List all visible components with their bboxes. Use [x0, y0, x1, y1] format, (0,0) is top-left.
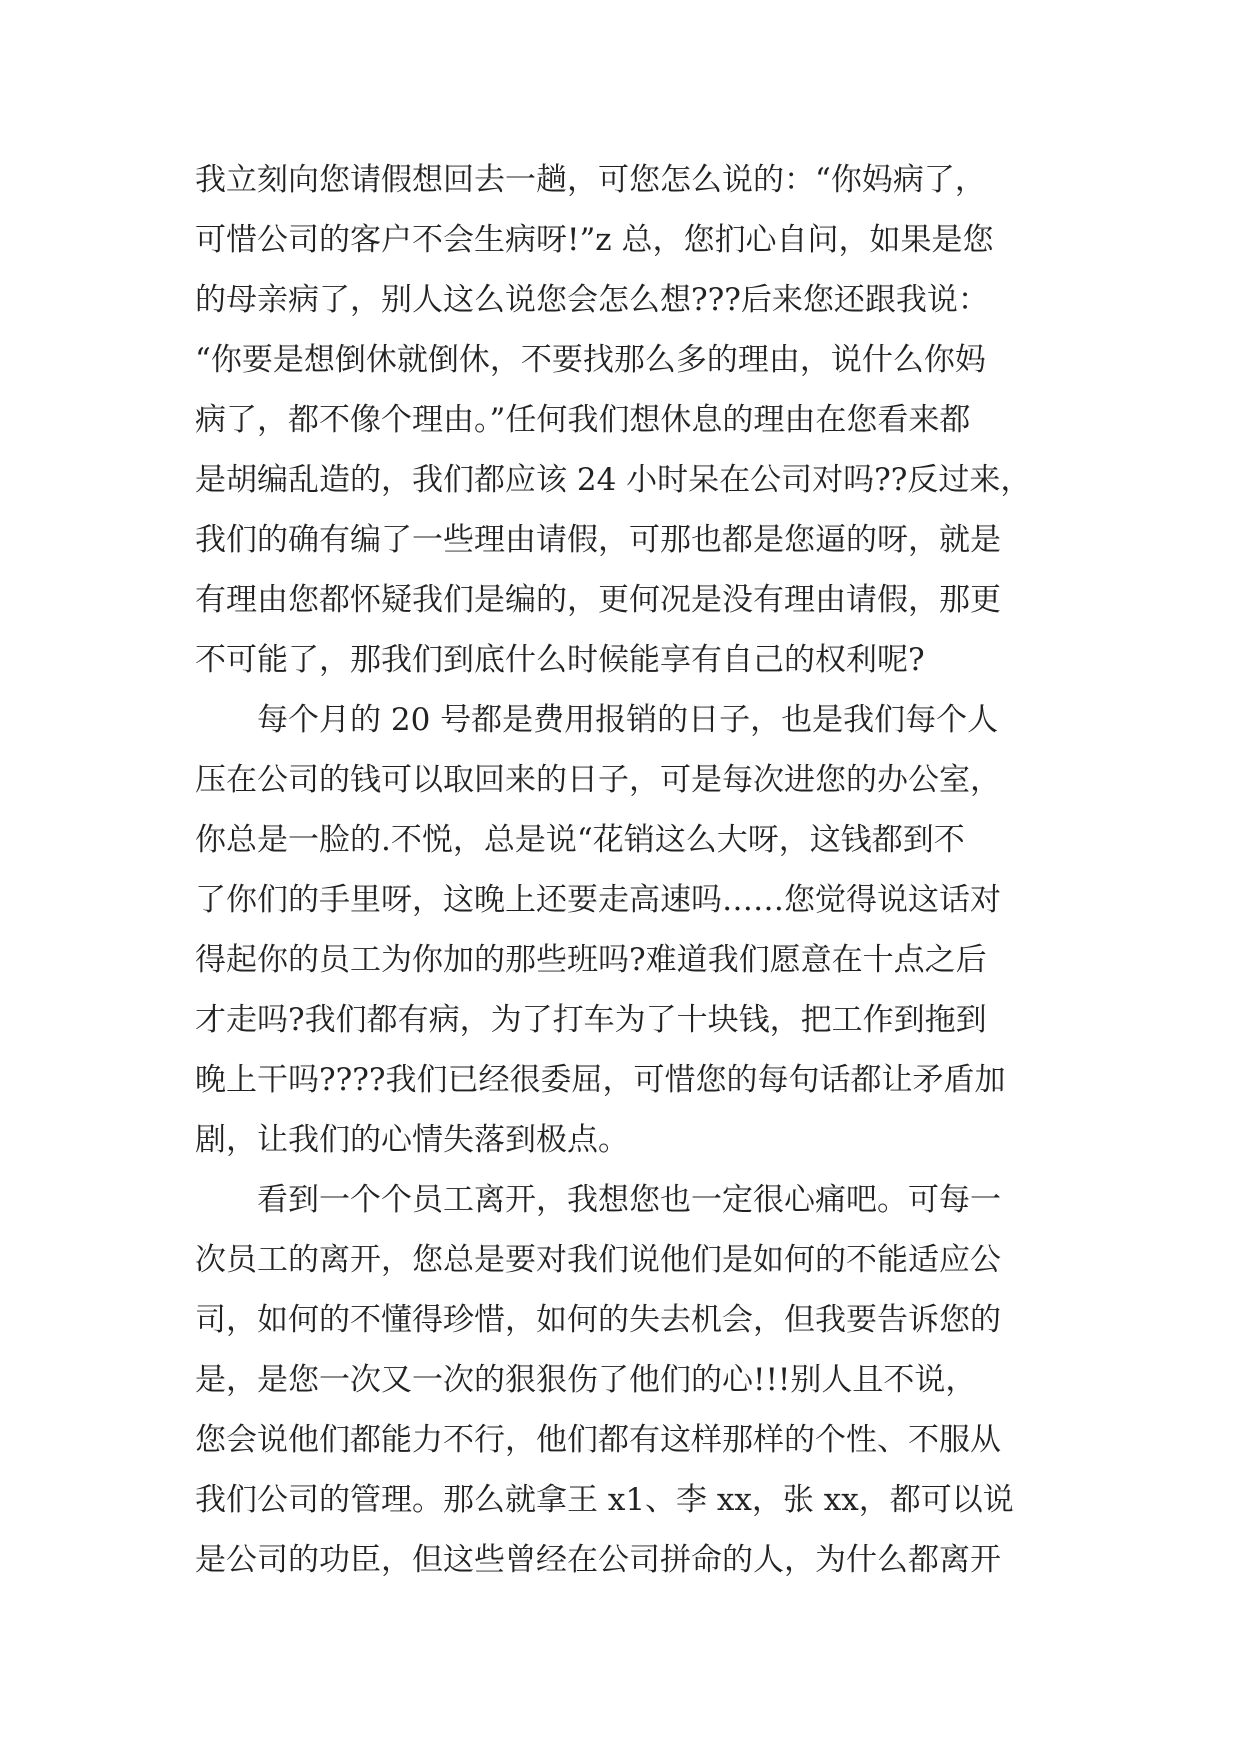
text-line: 我们公司的管理。那么就拿王 x1、李 xx，张 xx，都可以说: [195, 1482, 1014, 1518]
text-line: 每个月的 20 号都是费用报销的日子，也是我们每个人: [195, 702, 999, 738]
text-line: 有理由您都怀疑我们是编的，更何况是没有理由请假，那更: [195, 582, 1001, 618]
text-line: 不可能了，那我们到底什么时候能享有自己的权利呢?: [195, 642, 925, 678]
text-line: 司，如何的不懂得珍惜，如何的失去机会，但我要告诉您的: [195, 1302, 1001, 1338]
text-line: 压在公司的钱可以取回来的日子，可是每次进您的办公室，: [195, 762, 1001, 798]
text-line: 是，是您一次又一次的狠狠伤了他们的心!!!别人且不说，: [195, 1362, 977, 1398]
text-line: 才走吗?我们都有病，为了打车为了十块钱，把工作到拖到: [195, 1002, 987, 1038]
text-line: 剧，让我们的心情失落到极点。: [195, 1122, 629, 1158]
text-line: 得起你的员工为你加的那些班吗?难道我们愿意在十点之后: [195, 942, 987, 978]
text-line: 次员工的离开，您总是要对我们说他们是如何的不能适应公: [195, 1242, 1001, 1278]
text-line: 我们的确有编了一些理由请假，可那也都是您逼的呀，就是: [195, 522, 1001, 558]
text-line: 可惜公司的客户不会生病呀!”z 总，您扪心自问，如果是您: [195, 222, 994, 258]
text-line: 是胡编乱造的，我们都应该 24 小时呆在公司对吗??反过来，: [195, 462, 1032, 498]
text-line: 我立刻向您请假想回去一趟，可您怎么说的：“你妈病了，: [195, 162, 986, 198]
text-line: 您会说他们都能力不行，他们都有这样那样的个性、不服从: [195, 1422, 1001, 1458]
text-line: 你总是一脸的.不悦，总是说“花销这么大呀，这钱都到不: [195, 822, 965, 858]
body-text: [195, 150, 1055, 1590]
text-line: 的母亲病了，别人这么说您会怎么想???后来您还跟我说：: [195, 282, 989, 318]
text-line: 了你们的手里呀，这晚上还要走高速吗……您觉得说这话对: [195, 882, 1001, 918]
text-line: “你要是想倒休就倒休，不要找那么多的理由，说什么你妈: [195, 342, 986, 378]
text-line: 病了，都不像个理由。”任何我们想休息的理由在您看来都: [195, 402, 971, 438]
text-line: 看到一个个员工离开，我想您也一定很心痛吧。可每一: [195, 1182, 1001, 1218]
text-line: 晚上干吗????我们已经很委屈，可惜您的每句话都让矛盾加: [195, 1062, 1006, 1098]
text-line: 是公司的功臣，但这些曾经在公司拼命的人，为什么都离开: [195, 1542, 1001, 1578]
